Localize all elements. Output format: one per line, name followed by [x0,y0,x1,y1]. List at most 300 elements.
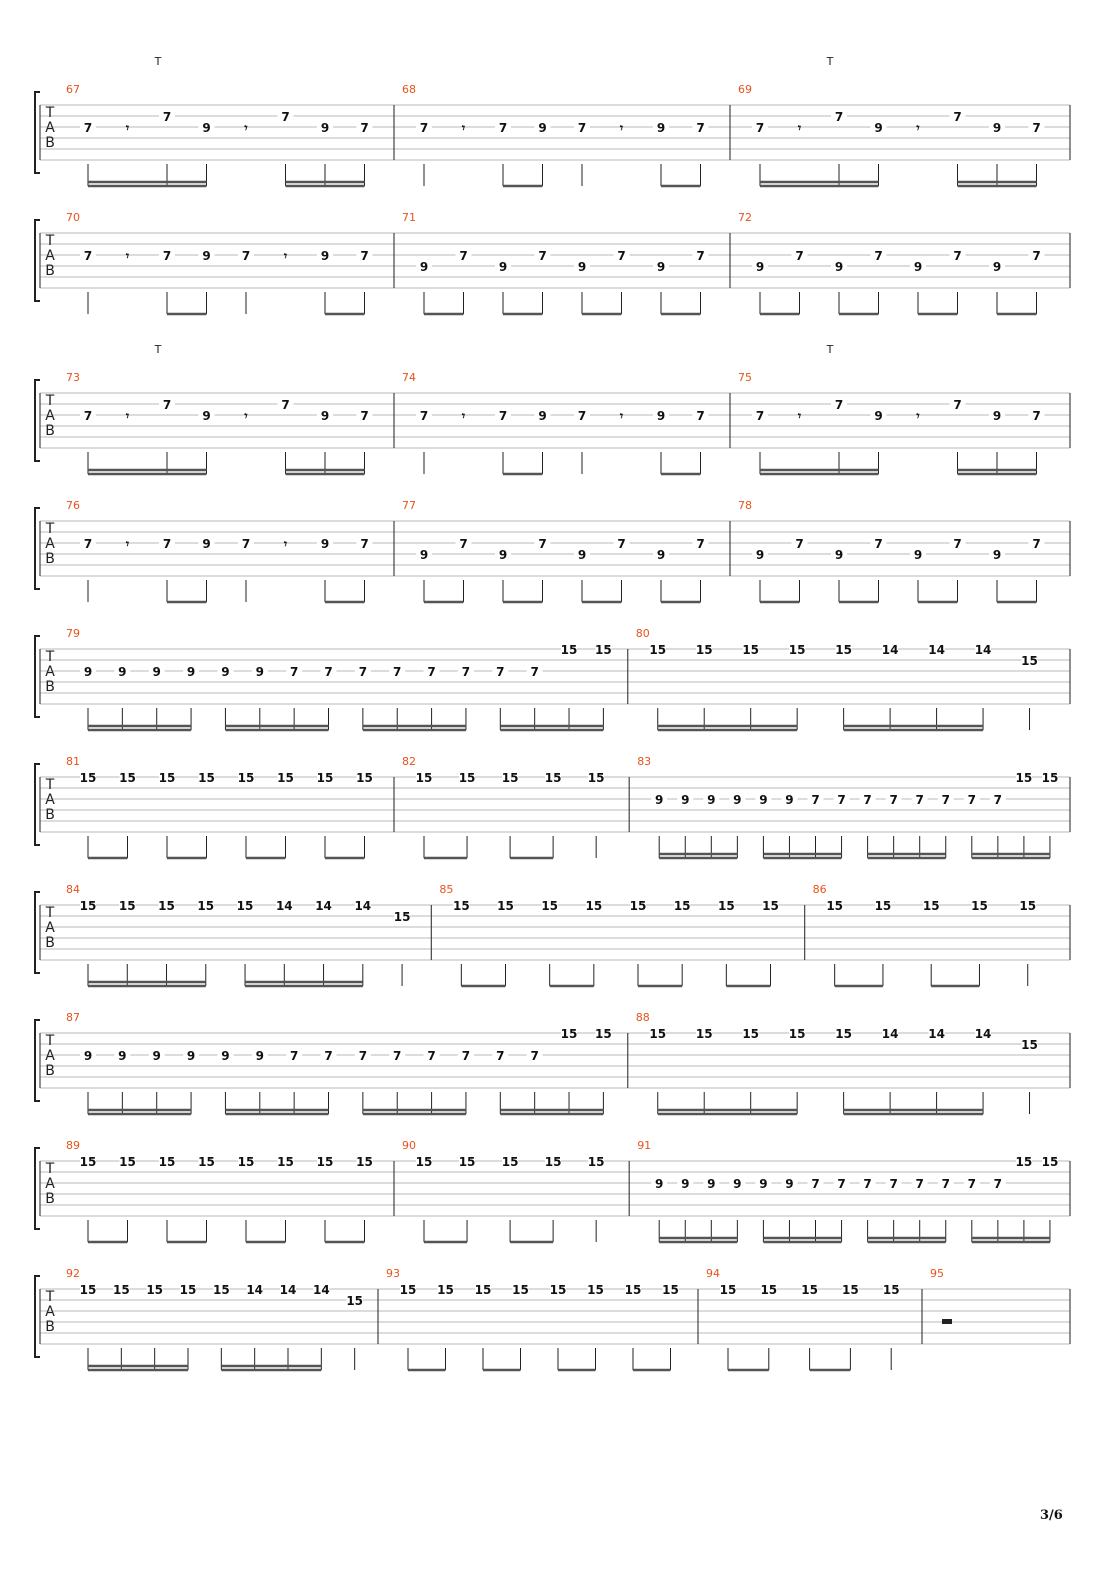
fret-number: 9 [255,665,264,679]
fret-number: 7 [162,249,172,263]
fret-number: 7 [863,793,872,807]
tap-marker: T [826,343,834,356]
tab-clef-letter: A [45,120,55,136]
fret-number: 9 [320,537,330,551]
fret-number: 9 [759,793,768,807]
tab-clef-letter: T [45,649,55,665]
fret-number: 15 [629,899,647,913]
system-bracket [35,892,40,973]
tab-clef-letter: A [45,792,55,808]
fret-number: 15 [742,1027,760,1041]
fret-number: 7 [863,1177,872,1191]
system-bracket [35,508,40,589]
fret-number: 15 [717,899,735,913]
fret-number: 15 [458,1155,476,1169]
system-bracket [35,764,40,845]
fret-number: 9 [83,1049,93,1063]
fret-number: 15 [119,1155,136,1169]
fret-number: 7 [953,249,962,263]
system-bracket [35,92,40,173]
fret-number: 7 [538,537,547,551]
fret-number: 15 [356,771,373,785]
fret-number: 9 [152,665,161,679]
fret-number: 15 [541,899,559,913]
fret-number: 9 [733,1177,742,1191]
fret-number: 9 [681,793,690,807]
fret-number: 9 [538,409,547,423]
fret-number: 7 [461,665,471,679]
fret-number: 7 [324,1049,333,1063]
fret-number: 7 [83,537,93,551]
fret-number: 15 [112,1283,130,1297]
fret-number: 14 [928,1027,945,1041]
fret-number: 7 [162,110,172,124]
fret-number: 7 [419,121,429,135]
fret-number: 15 [501,1155,519,1169]
fret-number: 15 [415,771,433,785]
fret-number: 9 [913,260,923,274]
fret-number: 9 [656,260,666,274]
fret-number: 7 [941,1177,950,1191]
fret-number: 15 [1041,771,1059,785]
fret-number: 7 [83,249,93,263]
fret-number: 15 [415,1155,433,1169]
measure-number: 73 [66,371,80,384]
fret-number: 7 [360,121,369,135]
fret-number: 15 [79,771,97,785]
measure-number: 82 [402,755,416,768]
tab-clef-letter: B [45,679,55,695]
tap-marker: T [826,55,834,68]
fret-number: 7 [496,1049,505,1063]
fret-number: 9 [992,121,1002,135]
fret-number: 9 [419,260,429,274]
fret-number: 9 [992,260,1002,274]
fret-number: 15 [788,643,806,657]
fret-number: 7 [967,1177,976,1191]
eighth-rest: 𝄾 [916,409,920,423]
fret-number: 7 [915,1177,924,1191]
measure-number: 87 [66,1011,80,1024]
fret-number: 9 [681,1177,690,1191]
fret-number: 14 [246,1283,264,1297]
measure-number: 91 [637,1139,652,1152]
fret-number: 15 [316,771,334,785]
fret-number: 15 [501,771,519,785]
eighth-rest: 𝄾 [125,409,130,423]
fret-number: 9 [655,793,664,807]
tab-clef-letter: T [45,393,55,409]
tab-clef-letter: B [45,423,55,439]
fret-number: 14 [928,643,945,657]
eighth-rest: 𝄾 [797,409,802,423]
fret-number: 15 [79,1155,97,1169]
fret-number: 9 [83,665,93,679]
fret-number: 15 [742,643,760,657]
fret-number: 7 [993,793,1003,807]
fret-number: 7 [967,793,976,807]
fret-number: 7 [953,110,962,124]
fret-number: 7 [1032,537,1041,551]
fret-number: 15 [835,643,852,657]
fret-number: 7 [617,249,626,263]
fret-number: 15 [79,899,97,913]
fret-number: 9 [707,1177,716,1191]
measure-number: 89 [66,1139,80,1152]
fret-number: 7 [360,409,369,423]
fret-number: 7 [281,398,290,412]
tab-clef-letter: B [45,1191,55,1207]
fret-number: 9 [498,548,508,562]
fret-number: 9 [755,260,765,274]
multi-bar-rest [942,1319,952,1324]
tab-clef-letter: T [45,1033,55,1049]
tab-clef-letter: B [45,1319,55,1335]
fret-number: 7 [498,409,508,423]
measure-number: 71 [402,211,416,224]
fret-number: 15 [146,1283,164,1297]
fret-number: 9 [785,793,794,807]
fret-number: 14 [974,1027,992,1041]
fret-number: 9 [221,1049,230,1063]
eighth-rest: 𝄾 [797,121,802,135]
fret-number: 7 [577,409,587,423]
fret-number: 15 [356,1155,373,1169]
fret-number: 7 [530,665,539,679]
fret-number: 7 [538,249,547,263]
measure-number: 79 [66,627,80,640]
measure-number: 95 [930,1267,944,1280]
tab-clef-letter: B [45,551,55,567]
page-number: 3/6 [1040,1508,1063,1523]
fret-number: 15 [158,771,176,785]
fret-number: 15 [649,643,667,657]
fret-number: 7 [498,121,508,135]
fret-number: 15 [649,1027,667,1041]
fret-number: 9 [202,121,211,135]
tab-clef-letter: A [45,408,55,424]
fret-number: 7 [834,398,844,412]
tab-clef-letter: T [45,1161,55,1177]
tab-clef-letter: A [45,1048,55,1064]
measure-number: 72 [738,211,752,224]
fret-number: 7 [811,793,820,807]
fret-number: 15 [695,643,713,657]
fret-number: 15 [760,1283,778,1297]
fret-number: 15 [212,1283,230,1297]
fret-number: 14 [354,899,372,913]
fret-number: 15 [179,1283,197,1297]
fret-number: 15 [512,1283,529,1297]
measure-number: 74 [402,371,416,384]
fret-number: 15 [346,1294,364,1308]
system-bracket [35,220,40,301]
fret-number: 7 [953,398,962,412]
fret-number: 9 [834,548,844,562]
tab-clef-letter: T [45,521,55,537]
tab-clef-letter: T [45,777,55,793]
measure-number: 70 [66,211,80,224]
fret-number: 15 [719,1283,737,1297]
fret-number: 9 [992,409,1002,423]
tab-clef-letter: T [45,105,55,121]
fret-number: 7 [459,249,468,263]
measure-number: 76 [66,499,80,512]
eighth-rest: 𝄾 [244,121,248,135]
fret-number: 15 [79,1283,97,1297]
fret-number: 15 [458,771,476,785]
fret-number: 15 [119,771,136,785]
fret-number: 9 [913,548,923,562]
fret-number: 7 [324,665,333,679]
fret-number: 7 [915,793,924,807]
fret-number: 15 [624,1283,642,1297]
fret-number: 14 [881,643,899,657]
fret-number: 15 [673,899,691,913]
fret-number: 15 [587,1283,604,1297]
fret-number: 7 [427,665,436,679]
system-bracket [35,1148,40,1229]
measure-number: 67 [66,83,80,96]
fret-number: 15 [544,771,562,785]
tab-clef-letter: B [45,935,55,951]
fret-number: 15 [316,1155,334,1169]
fret-number: 15 [198,771,215,785]
fret-number: 14 [315,899,332,913]
tab-clef-letter: T [45,1289,55,1305]
fret-number: 9 [152,1049,161,1063]
fret-number: 7 [795,249,804,263]
fret-number: 15 [437,1283,454,1297]
fret-number: 15 [971,899,988,913]
fret-number: 7 [617,537,626,551]
eighth-rest: 𝄾 [619,121,624,135]
fret-number: 15 [549,1283,567,1297]
eighth-rest: 𝄾 [916,121,920,135]
system-bracket [35,1276,40,1357]
fret-number: 9 [320,121,330,135]
eighth-rest: 𝄾 [125,537,130,551]
measure-number: 86 [812,883,827,896]
fret-number: 7 [889,1177,898,1191]
fret-number: 15 [1041,1155,1059,1169]
fret-number: 7 [755,121,765,135]
fret-number: 7 [358,1049,368,1063]
fret-number: 15 [695,1027,713,1041]
fret-number: 9 [577,260,587,274]
fret-number: 15 [587,1155,605,1169]
fret-number: 7 [459,537,468,551]
fret-number: 15 [1015,771,1033,785]
tab-clef-letter: A [45,920,55,936]
fret-number: 15 [277,771,294,785]
tab-clef-letter: T [45,905,55,921]
eighth-rest: 𝄾 [461,409,466,423]
fret-number: 9 [320,409,330,423]
eighth-rest: 𝄾 [619,409,624,423]
measure-number: 81 [66,755,80,768]
fret-number: 7 [1032,121,1041,135]
fret-number: 7 [83,121,93,135]
fret-number: 7 [83,409,93,423]
fret-number: 7 [696,409,705,423]
fret-number: 14 [275,899,293,913]
fret-number: 7 [241,537,251,551]
tap-marker: T [154,343,162,356]
fret-number: 9 [186,1049,196,1063]
fret-number: 15 [197,899,215,913]
measure-number: 84 [66,883,80,896]
fret-number: 9 [656,548,666,562]
fret-number: 15 [801,1283,818,1297]
fret-number: 15 [1021,654,1038,668]
fret-number: 15 [762,899,779,913]
tab-clef-letter: B [45,807,55,823]
eighth-rest: 𝄾 [283,249,288,263]
fret-number: 7 [755,409,765,423]
fret-number: 15 [835,1027,852,1041]
fret-number: 9 [498,260,508,274]
fret-number: 7 [874,537,883,551]
fret-number: 7 [241,249,251,263]
fret-number: 15 [393,910,411,924]
fret-number: 9 [655,1177,664,1191]
fret-number: 15 [158,1155,176,1169]
tab-clef-letter: A [45,536,55,552]
tab-clef-letter: B [45,263,55,279]
fret-number: 9 [992,548,1002,562]
fret-number: 7 [837,793,846,807]
fret-number: 9 [755,548,765,562]
fret-number: 15 [595,1027,612,1041]
fret-number: 7 [834,110,844,124]
fret-number: 7 [696,121,705,135]
fret-number: 9 [834,260,844,274]
measure-number: 83 [637,755,652,768]
fret-number: 7 [461,1049,471,1063]
fret-number: 15 [1021,1038,1038,1052]
measure-number: 94 [706,1267,720,1280]
fret-number: 15 [922,899,940,913]
fret-number: 7 [162,398,172,412]
fret-number: 15 [277,1155,294,1169]
measure-number: 75 [738,371,752,384]
fret-number: 7 [941,793,950,807]
fret-number: 9 [733,793,742,807]
fret-number: 7 [577,121,587,135]
tab-clef-letter: T [45,233,55,249]
fret-number: 15 [662,1283,679,1297]
eighth-rest: 𝄾 [461,121,466,135]
fret-number: 9 [202,249,211,263]
fret-number: 15 [882,1283,900,1297]
fret-number: 9 [577,548,587,562]
measure-number: 93 [386,1267,400,1280]
measure-number: 90 [402,1139,416,1152]
fret-number: 7 [393,665,402,679]
fret-number: 9 [186,665,196,679]
fret-number: 15 [826,899,844,913]
fret-number: 7 [889,793,898,807]
tab-clef-letter: A [45,1304,55,1320]
fret-number: 9 [419,548,429,562]
fret-number: 7 [1032,409,1041,423]
fret-number: 15 [198,1155,215,1169]
fret-number: 15 [587,771,605,785]
fret-number: 9 [874,409,883,423]
fret-number: 15 [497,899,514,913]
fret-number: 15 [399,1283,417,1297]
fret-number: 15 [595,643,612,657]
fret-number: 7 [696,249,705,263]
fret-number: 7 [360,537,369,551]
eighth-rest: 𝄾 [283,537,288,551]
system-bracket [35,380,40,461]
fret-number: 14 [881,1027,899,1041]
fret-number: 7 [811,1177,820,1191]
tab-clef-letter: B [45,135,55,151]
fret-number: 15 [236,899,254,913]
fret-number: 15 [874,899,892,913]
fret-number: 7 [358,665,368,679]
fret-number: 9 [202,537,211,551]
fret-number: 9 [221,665,230,679]
fret-number: 7 [874,249,883,263]
fret-number: 7 [162,537,172,551]
fret-number: 7 [289,665,299,679]
fret-number: 15 [560,1027,578,1041]
fret-number: 15 [1019,899,1037,913]
tab-clef-letter: B [45,1063,55,1079]
fret-number: 15 [585,899,603,913]
fret-number: 7 [360,249,369,263]
fret-number: 15 [158,899,175,913]
fret-number: 7 [496,665,505,679]
fret-number: 14 [279,1283,297,1297]
fret-number: 9 [202,409,211,423]
fret-number: 15 [237,1155,255,1169]
measure-number: 85 [439,883,454,896]
fret-number: 15 [544,1155,562,1169]
fret-number: 15 [237,771,255,785]
tab-clef-letter: A [45,664,55,680]
fret-number: 7 [1032,249,1041,263]
eighth-rest: 𝄾 [244,409,248,423]
fret-number: 15 [788,1027,806,1041]
fret-number: 14 [974,643,992,657]
tab-clef-letter: A [45,1176,55,1192]
fret-number: 7 [530,1049,539,1063]
fret-number: 9 [255,1049,264,1063]
measure-number: 78 [738,499,752,512]
fret-number: 7 [696,537,705,551]
fret-number: 15 [452,899,470,913]
measure-number: 77 [402,499,416,512]
fret-number: 9 [785,1177,794,1191]
measure-number: 92 [66,1267,80,1280]
fret-number: 9 [759,1177,768,1191]
fret-number: 7 [953,537,962,551]
fret-number: 9 [656,121,666,135]
fret-number: 7 [993,1177,1003,1191]
eighth-rest: 𝄾 [125,249,130,263]
fret-number: 7 [795,537,804,551]
fret-number: 7 [837,1177,846,1191]
fret-number: 7 [281,110,290,124]
fret-number: 15 [560,643,578,657]
fret-number: 9 [538,121,547,135]
fret-number: 7 [289,1049,299,1063]
